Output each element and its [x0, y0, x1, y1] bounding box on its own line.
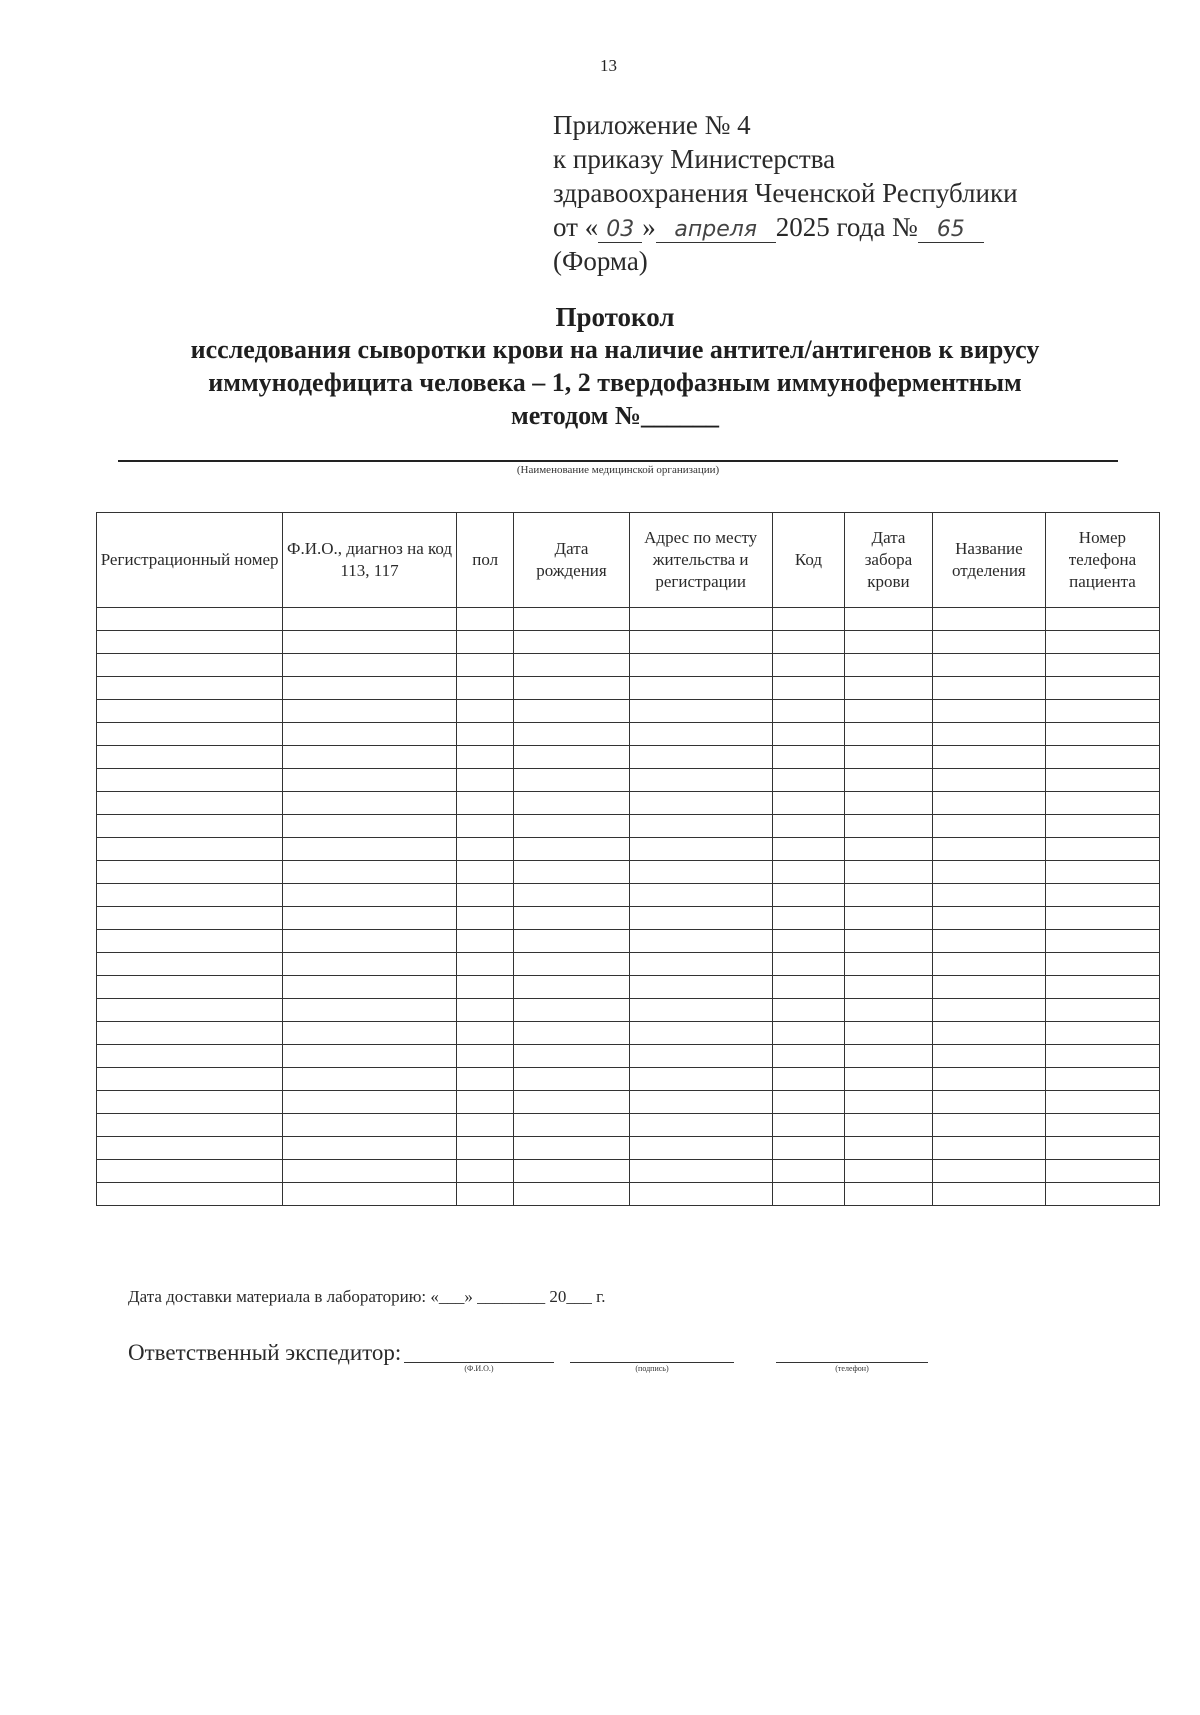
table-cell[interactable]	[932, 999, 1045, 1022]
table-cell[interactable]	[456, 723, 514, 746]
table-cell[interactable]	[456, 999, 514, 1022]
courier-signature-caption: (подпись)	[635, 1364, 669, 1373]
table-cell[interactable]	[932, 838, 1045, 861]
table-row	[97, 838, 1160, 861]
annex-date-line	[553, 210, 1018, 244]
subtitle-line-1: исследования сыворотки крови на наличие антител/антигенов к вирусу	[190, 335, 1040, 364]
table-cell[interactable]	[1045, 907, 1159, 930]
table-cell[interactable]	[1045, 631, 1159, 654]
table-cell[interactable]	[283, 677, 457, 700]
table-cell[interactable]	[514, 1068, 629, 1091]
table-cell[interactable]	[97, 884, 283, 907]
table-cell[interactable]	[283, 1091, 457, 1114]
table-cell[interactable]	[932, 608, 1045, 631]
table-cell[interactable]	[1045, 1045, 1159, 1068]
annex-title: Приложение № 4	[553, 110, 751, 140]
table-row	[97, 677, 1160, 700]
table-row	[97, 1114, 1160, 1137]
table-cell[interactable]	[629, 654, 772, 677]
table-cell[interactable]	[283, 1022, 457, 1045]
table-cell[interactable]	[97, 700, 283, 723]
date-prefix: от «	[553, 212, 599, 242]
table-cell[interactable]	[97, 1022, 283, 1045]
table-cell[interactable]	[932, 1022, 1045, 1045]
table-cell[interactable]	[1045, 976, 1159, 999]
table-cell[interactable]	[456, 930, 514, 953]
table-cell[interactable]	[456, 1137, 514, 1160]
table-cell[interactable]	[456, 1045, 514, 1068]
table-cell[interactable]	[283, 700, 457, 723]
table-cell[interactable]	[845, 677, 933, 700]
table-cell[interactable]	[932, 677, 1045, 700]
table-cell[interactable]	[456, 608, 514, 631]
table-cell[interactable]	[845, 815, 933, 838]
protocol-table	[96, 512, 1160, 1206]
annex-ministry: здравоохранения Чеченской Республики	[553, 178, 1018, 208]
table-cell[interactable]	[283, 907, 457, 930]
courier-phone-caption: (телефон)	[835, 1364, 869, 1373]
table-cell[interactable]	[772, 700, 844, 723]
table-cell[interactable]	[845, 999, 933, 1022]
table-cell[interactable]	[514, 677, 629, 700]
table-cell[interactable]	[845, 723, 933, 746]
table-cell[interactable]	[772, 953, 844, 976]
table-cell[interactable]	[97, 631, 283, 654]
table-cell[interactable]	[456, 1068, 514, 1091]
delivery-date-line: Дата доставки материала в лабораторию: «___» ________ 20___ г.	[128, 1287, 606, 1306]
table-cell[interactable]	[1045, 884, 1159, 907]
table-cell[interactable]	[97, 1045, 283, 1068]
table-cell[interactable]	[514, 953, 629, 976]
table-cell[interactable]	[456, 861, 514, 884]
table-cell[interactable]	[1045, 1137, 1159, 1160]
table-cell[interactable]	[629, 861, 772, 884]
table-cell[interactable]	[629, 1091, 772, 1114]
table-cell[interactable]	[97, 1114, 283, 1137]
table-cell[interactable]	[1045, 746, 1159, 769]
table-cell[interactable]	[1045, 815, 1159, 838]
table-cell[interactable]	[629, 838, 772, 861]
table-cell[interactable]	[1045, 677, 1159, 700]
table-cell[interactable]	[97, 654, 283, 677]
table-cell[interactable]	[629, 769, 772, 792]
table-cell[interactable]	[1045, 769, 1159, 792]
table-cell[interactable]	[97, 1068, 283, 1091]
table-cell[interactable]	[772, 608, 844, 631]
table-row	[97, 1045, 1160, 1068]
table-cell[interactable]	[772, 1091, 844, 1114]
handwritten-order-number: 65	[918, 218, 984, 243]
table-row	[97, 930, 1160, 953]
handwritten-month: апреля	[656, 218, 776, 243]
table-cell[interactable]	[629, 1160, 772, 1183]
table-cell[interactable]	[629, 907, 772, 930]
table-cell[interactable]	[514, 861, 629, 884]
table-cell[interactable]	[1045, 1022, 1159, 1045]
table-cell[interactable]	[514, 976, 629, 999]
table-cell[interactable]	[772, 1068, 844, 1091]
page-number: 13	[600, 56, 617, 75]
table-cell[interactable]	[456, 654, 514, 677]
table-cell[interactable]	[845, 1137, 933, 1160]
table-cell[interactable]	[772, 1114, 844, 1137]
table-cell[interactable]	[1045, 1068, 1159, 1091]
annex-order-ref: к приказу Министерства	[553, 144, 836, 174]
table-cell[interactable]	[629, 999, 772, 1022]
table-cell[interactable]	[283, 654, 457, 677]
table-row	[97, 1068, 1160, 1091]
table-cell[interactable]	[283, 769, 457, 792]
table-cell[interactable]	[932, 815, 1045, 838]
table-cell[interactable]	[97, 999, 283, 1022]
table-row	[97, 953, 1160, 976]
table-cell[interactable]	[772, 1160, 844, 1183]
table-cell[interactable]	[772, 861, 844, 884]
table-cell[interactable]	[97, 861, 283, 884]
table-cell[interactable]	[283, 746, 457, 769]
table-cell[interactable]	[456, 1091, 514, 1114]
table-cell[interactable]	[97, 907, 283, 930]
table-row	[97, 1160, 1160, 1183]
table-cell[interactable]	[456, 953, 514, 976]
document-title: Протокол	[555, 302, 675, 332]
table-cell[interactable]	[456, 1114, 514, 1137]
table-cell[interactable]	[629, 930, 772, 953]
table-row	[97, 1091, 1160, 1114]
table-cell[interactable]	[283, 884, 457, 907]
courier-name-caption: (Ф.И.О.)	[464, 1364, 494, 1373]
table-cell[interactable]	[932, 792, 1045, 815]
table-header-row	[97, 513, 1160, 608]
header-address: Адрес по месту жительства и регистрации	[629, 513, 772, 608]
table-row	[97, 746, 1160, 769]
table-cell[interactable]	[772, 631, 844, 654]
table-cell[interactable]	[514, 723, 629, 746]
table-cell[interactable]	[845, 1022, 933, 1045]
subtitle-line-3: методом №______	[511, 401, 719, 430]
table-cell[interactable]	[514, 746, 629, 769]
table-cell[interactable]	[283, 953, 457, 976]
table-cell[interactable]	[456, 907, 514, 930]
table-cell[interactable]	[456, 631, 514, 654]
table-cell[interactable]	[456, 976, 514, 999]
table-cell[interactable]	[514, 1114, 629, 1137]
table-row	[97, 976, 1160, 999]
table-cell[interactable]	[97, 792, 283, 815]
table-cell[interactable]	[514, 631, 629, 654]
table-cell[interactable]	[97, 769, 283, 792]
table-cell[interactable]	[1045, 953, 1159, 976]
table-cell[interactable]	[772, 838, 844, 861]
table-row	[97, 631, 1160, 654]
table-cell[interactable]	[97, 976, 283, 999]
document-subtitle	[135, 333, 1095, 432]
organization-name-line	[118, 460, 1118, 462]
table-row	[97, 1022, 1160, 1045]
header-code: Код	[772, 513, 844, 608]
table-cell[interactable]	[629, 608, 772, 631]
table-cell[interactable]	[845, 1160, 933, 1183]
table-cell[interactable]	[772, 1045, 844, 1068]
table-cell[interactable]	[1045, 1091, 1159, 1114]
table-cell[interactable]	[514, 1137, 629, 1160]
table-cell[interactable]	[845, 884, 933, 907]
table-cell[interactable]	[283, 631, 457, 654]
table-cell[interactable]	[514, 654, 629, 677]
header-full-name-diagnosis: Ф.И.О., диагноз на код 113, 117	[283, 513, 457, 608]
table-cell[interactable]	[97, 1183, 283, 1206]
table-cell[interactable]	[283, 838, 457, 861]
table-cell[interactable]	[1045, 723, 1159, 746]
table-cell[interactable]	[456, 769, 514, 792]
table-cell[interactable]	[97, 1137, 283, 1160]
table-row	[97, 654, 1160, 677]
courier-phone-line	[776, 1362, 928, 1373]
table-cell[interactable]	[97, 608, 283, 631]
table-cell[interactable]	[1045, 838, 1159, 861]
table-cell[interactable]	[845, 930, 933, 953]
table-cell[interactable]	[845, 1114, 933, 1137]
header-patient-phone: Номер телефона пациента	[1045, 513, 1159, 608]
table-cell[interactable]	[932, 1114, 1045, 1137]
table-cell[interactable]	[772, 723, 844, 746]
table-cell[interactable]	[283, 723, 457, 746]
table-cell[interactable]	[845, 976, 933, 999]
table-cell[interactable]	[932, 654, 1045, 677]
table-cell[interactable]	[283, 930, 457, 953]
table-cell[interactable]	[1045, 1183, 1159, 1206]
table-cell[interactable]	[97, 953, 283, 976]
table-row	[97, 861, 1160, 884]
header-sex: пол	[456, 513, 514, 608]
courier-name-line	[404, 1362, 554, 1373]
courier-signature-line	[570, 1362, 734, 1373]
table-cell[interactable]	[845, 746, 933, 769]
table-cell[interactable]	[1045, 930, 1159, 953]
table-cell[interactable]	[629, 1137, 772, 1160]
table-cell[interactable]	[845, 1091, 933, 1114]
table-cell[interactable]	[1045, 1114, 1159, 1137]
table-cell[interactable]	[283, 1068, 457, 1091]
table-cell[interactable]	[629, 631, 772, 654]
table-cell[interactable]	[629, 677, 772, 700]
table-cell[interactable]	[283, 1114, 457, 1137]
table-cell[interactable]	[932, 746, 1045, 769]
table-cell[interactable]	[629, 1045, 772, 1068]
table-cell[interactable]	[629, 976, 772, 999]
table-cell[interactable]	[514, 700, 629, 723]
table-cell[interactable]	[283, 976, 457, 999]
table-cell[interactable]	[772, 815, 844, 838]
organization-caption: (Наименование медицинской организации)	[516, 464, 720, 476]
table-cell[interactable]	[772, 792, 844, 815]
table-cell[interactable]	[629, 1114, 772, 1137]
table-cell[interactable]	[1045, 1160, 1159, 1183]
table-cell[interactable]	[845, 953, 933, 976]
table-row	[97, 1183, 1160, 1206]
table-row	[97, 792, 1160, 815]
table-cell[interactable]	[283, 999, 457, 1022]
table-cell[interactable]	[932, 1160, 1045, 1183]
table-cell[interactable]	[514, 1183, 629, 1206]
header-registration-number: Регистрационный номер	[97, 513, 283, 608]
table-cell[interactable]	[629, 723, 772, 746]
table-cell[interactable]	[932, 1183, 1045, 1206]
table-cell[interactable]	[629, 700, 772, 723]
table-cell[interactable]	[932, 1068, 1045, 1091]
table-cell[interactable]	[772, 746, 844, 769]
table-cell[interactable]	[932, 930, 1045, 953]
table-row	[97, 1137, 1160, 1160]
handwritten-day: 03	[598, 218, 642, 243]
table-cell[interactable]	[514, 907, 629, 930]
table-cell[interactable]	[772, 976, 844, 999]
table-cell[interactable]	[772, 677, 844, 700]
table-cell[interactable]	[932, 884, 1045, 907]
table-cell[interactable]	[932, 953, 1045, 976]
header-blood-draw-date: Дата забора крови	[845, 513, 933, 608]
table-cell[interactable]	[97, 1091, 283, 1114]
table-cell[interactable]	[629, 1068, 772, 1091]
table-cell[interactable]	[97, 723, 283, 746]
table-cell[interactable]	[514, 999, 629, 1022]
table-cell[interactable]	[932, 769, 1045, 792]
table-cell[interactable]	[514, 884, 629, 907]
table-cell[interactable]	[629, 884, 772, 907]
table-cell[interactable]	[97, 838, 283, 861]
table-cell[interactable]	[845, 792, 933, 815]
table-row	[97, 815, 1160, 838]
table-cell[interactable]	[845, 700, 933, 723]
table-cell[interactable]	[456, 792, 514, 815]
table-cell[interactable]	[845, 907, 933, 930]
table-cell[interactable]	[772, 1022, 844, 1045]
table-cell[interactable]	[283, 861, 457, 884]
table-cell[interactable]	[283, 1137, 457, 1160]
table-cell[interactable]	[845, 861, 933, 884]
date-mid: »	[642, 212, 656, 242]
table-cell[interactable]	[932, 1045, 1045, 1068]
table-cell[interactable]	[1045, 999, 1159, 1022]
table-cell[interactable]	[456, 838, 514, 861]
table-cell[interactable]	[1045, 700, 1159, 723]
table-cell[interactable]	[97, 930, 283, 953]
table-cell[interactable]	[514, 1022, 629, 1045]
table-cell[interactable]	[845, 631, 933, 654]
table-cell[interactable]	[97, 677, 283, 700]
table-cell[interactable]	[845, 1183, 933, 1206]
table-cell[interactable]	[772, 999, 844, 1022]
subtitle-line-2: иммунодефицита человека – 1, 2 твердофазным иммуноферментным	[208, 368, 1022, 397]
table-cell[interactable]	[772, 907, 844, 930]
header-department: Название отделения	[932, 513, 1045, 608]
table-cell[interactable]	[845, 1068, 933, 1091]
table-cell[interactable]	[514, 1045, 629, 1068]
table-cell[interactable]	[456, 1183, 514, 1206]
table-cell[interactable]	[456, 884, 514, 907]
table-row	[97, 999, 1160, 1022]
table-cell[interactable]	[283, 608, 457, 631]
table-cell[interactable]	[514, 930, 629, 953]
table-cell[interactable]	[456, 815, 514, 838]
table-cell[interactable]	[629, 1183, 772, 1206]
courier-label: Ответственный экспедитор:	[128, 1340, 402, 1365]
table-cell[interactable]	[283, 792, 457, 815]
table-cell[interactable]	[772, 769, 844, 792]
table-cell[interactable]	[932, 861, 1045, 884]
table-cell[interactable]	[456, 700, 514, 723]
table-cell[interactable]	[514, 792, 629, 815]
table-cell[interactable]	[772, 654, 844, 677]
table-cell[interactable]	[772, 1183, 844, 1206]
table-cell[interactable]	[514, 608, 629, 631]
table-row	[97, 608, 1160, 631]
table-cell[interactable]	[845, 608, 933, 631]
table-cell[interactable]	[845, 1045, 933, 1068]
table-row	[97, 723, 1160, 746]
table-cell[interactable]	[629, 815, 772, 838]
table-cell[interactable]	[772, 1137, 844, 1160]
table-cell[interactable]	[845, 769, 933, 792]
table-cell[interactable]	[932, 700, 1045, 723]
table-cell[interactable]	[97, 746, 283, 769]
date-year: 2025 года №	[775, 212, 918, 242]
table-cell[interactable]	[932, 976, 1045, 999]
table-row	[97, 884, 1160, 907]
table-row	[97, 769, 1160, 792]
annex-block	[553, 108, 1018, 278]
table-cell[interactable]	[932, 723, 1045, 746]
table-cell[interactable]	[456, 746, 514, 769]
table-cell[interactable]	[456, 677, 514, 700]
table-cell[interactable]	[283, 1045, 457, 1068]
table-cell[interactable]	[845, 838, 933, 861]
table-cell[interactable]	[1045, 654, 1159, 677]
table-cell[interactable]	[97, 1160, 283, 1183]
header-birth-date: Дата рождения	[514, 513, 629, 608]
table-cell[interactable]	[97, 815, 283, 838]
table-cell[interactable]	[1045, 608, 1159, 631]
form-label: (Форма)	[553, 246, 648, 276]
table-cell[interactable]	[514, 1091, 629, 1114]
table-cell[interactable]	[514, 838, 629, 861]
table-cell[interactable]	[629, 746, 772, 769]
table-cell[interactable]	[629, 953, 772, 976]
table-cell[interactable]	[514, 769, 629, 792]
table-cell[interactable]	[283, 815, 457, 838]
table-cell[interactable]	[629, 792, 772, 815]
table-cell[interactable]	[845, 654, 933, 677]
table-row	[97, 907, 1160, 930]
table-cell[interactable]	[932, 1091, 1045, 1114]
table-cell[interactable]	[456, 1022, 514, 1045]
table-cell[interactable]	[772, 930, 844, 953]
table-cell[interactable]	[1045, 792, 1159, 815]
table-cell[interactable]	[772, 884, 844, 907]
table-cell[interactable]	[283, 1183, 457, 1206]
table-cell[interactable]	[514, 1160, 629, 1183]
table-cell[interactable]	[283, 1160, 457, 1183]
table-cell[interactable]	[932, 1137, 1045, 1160]
table-cell[interactable]	[456, 1160, 514, 1183]
table-cell[interactable]	[1045, 861, 1159, 884]
table-cell[interactable]	[932, 631, 1045, 654]
table-cell[interactable]	[629, 1022, 772, 1045]
table-cell[interactable]	[932, 907, 1045, 930]
table-cell[interactable]	[514, 815, 629, 838]
table-row	[97, 700, 1160, 723]
